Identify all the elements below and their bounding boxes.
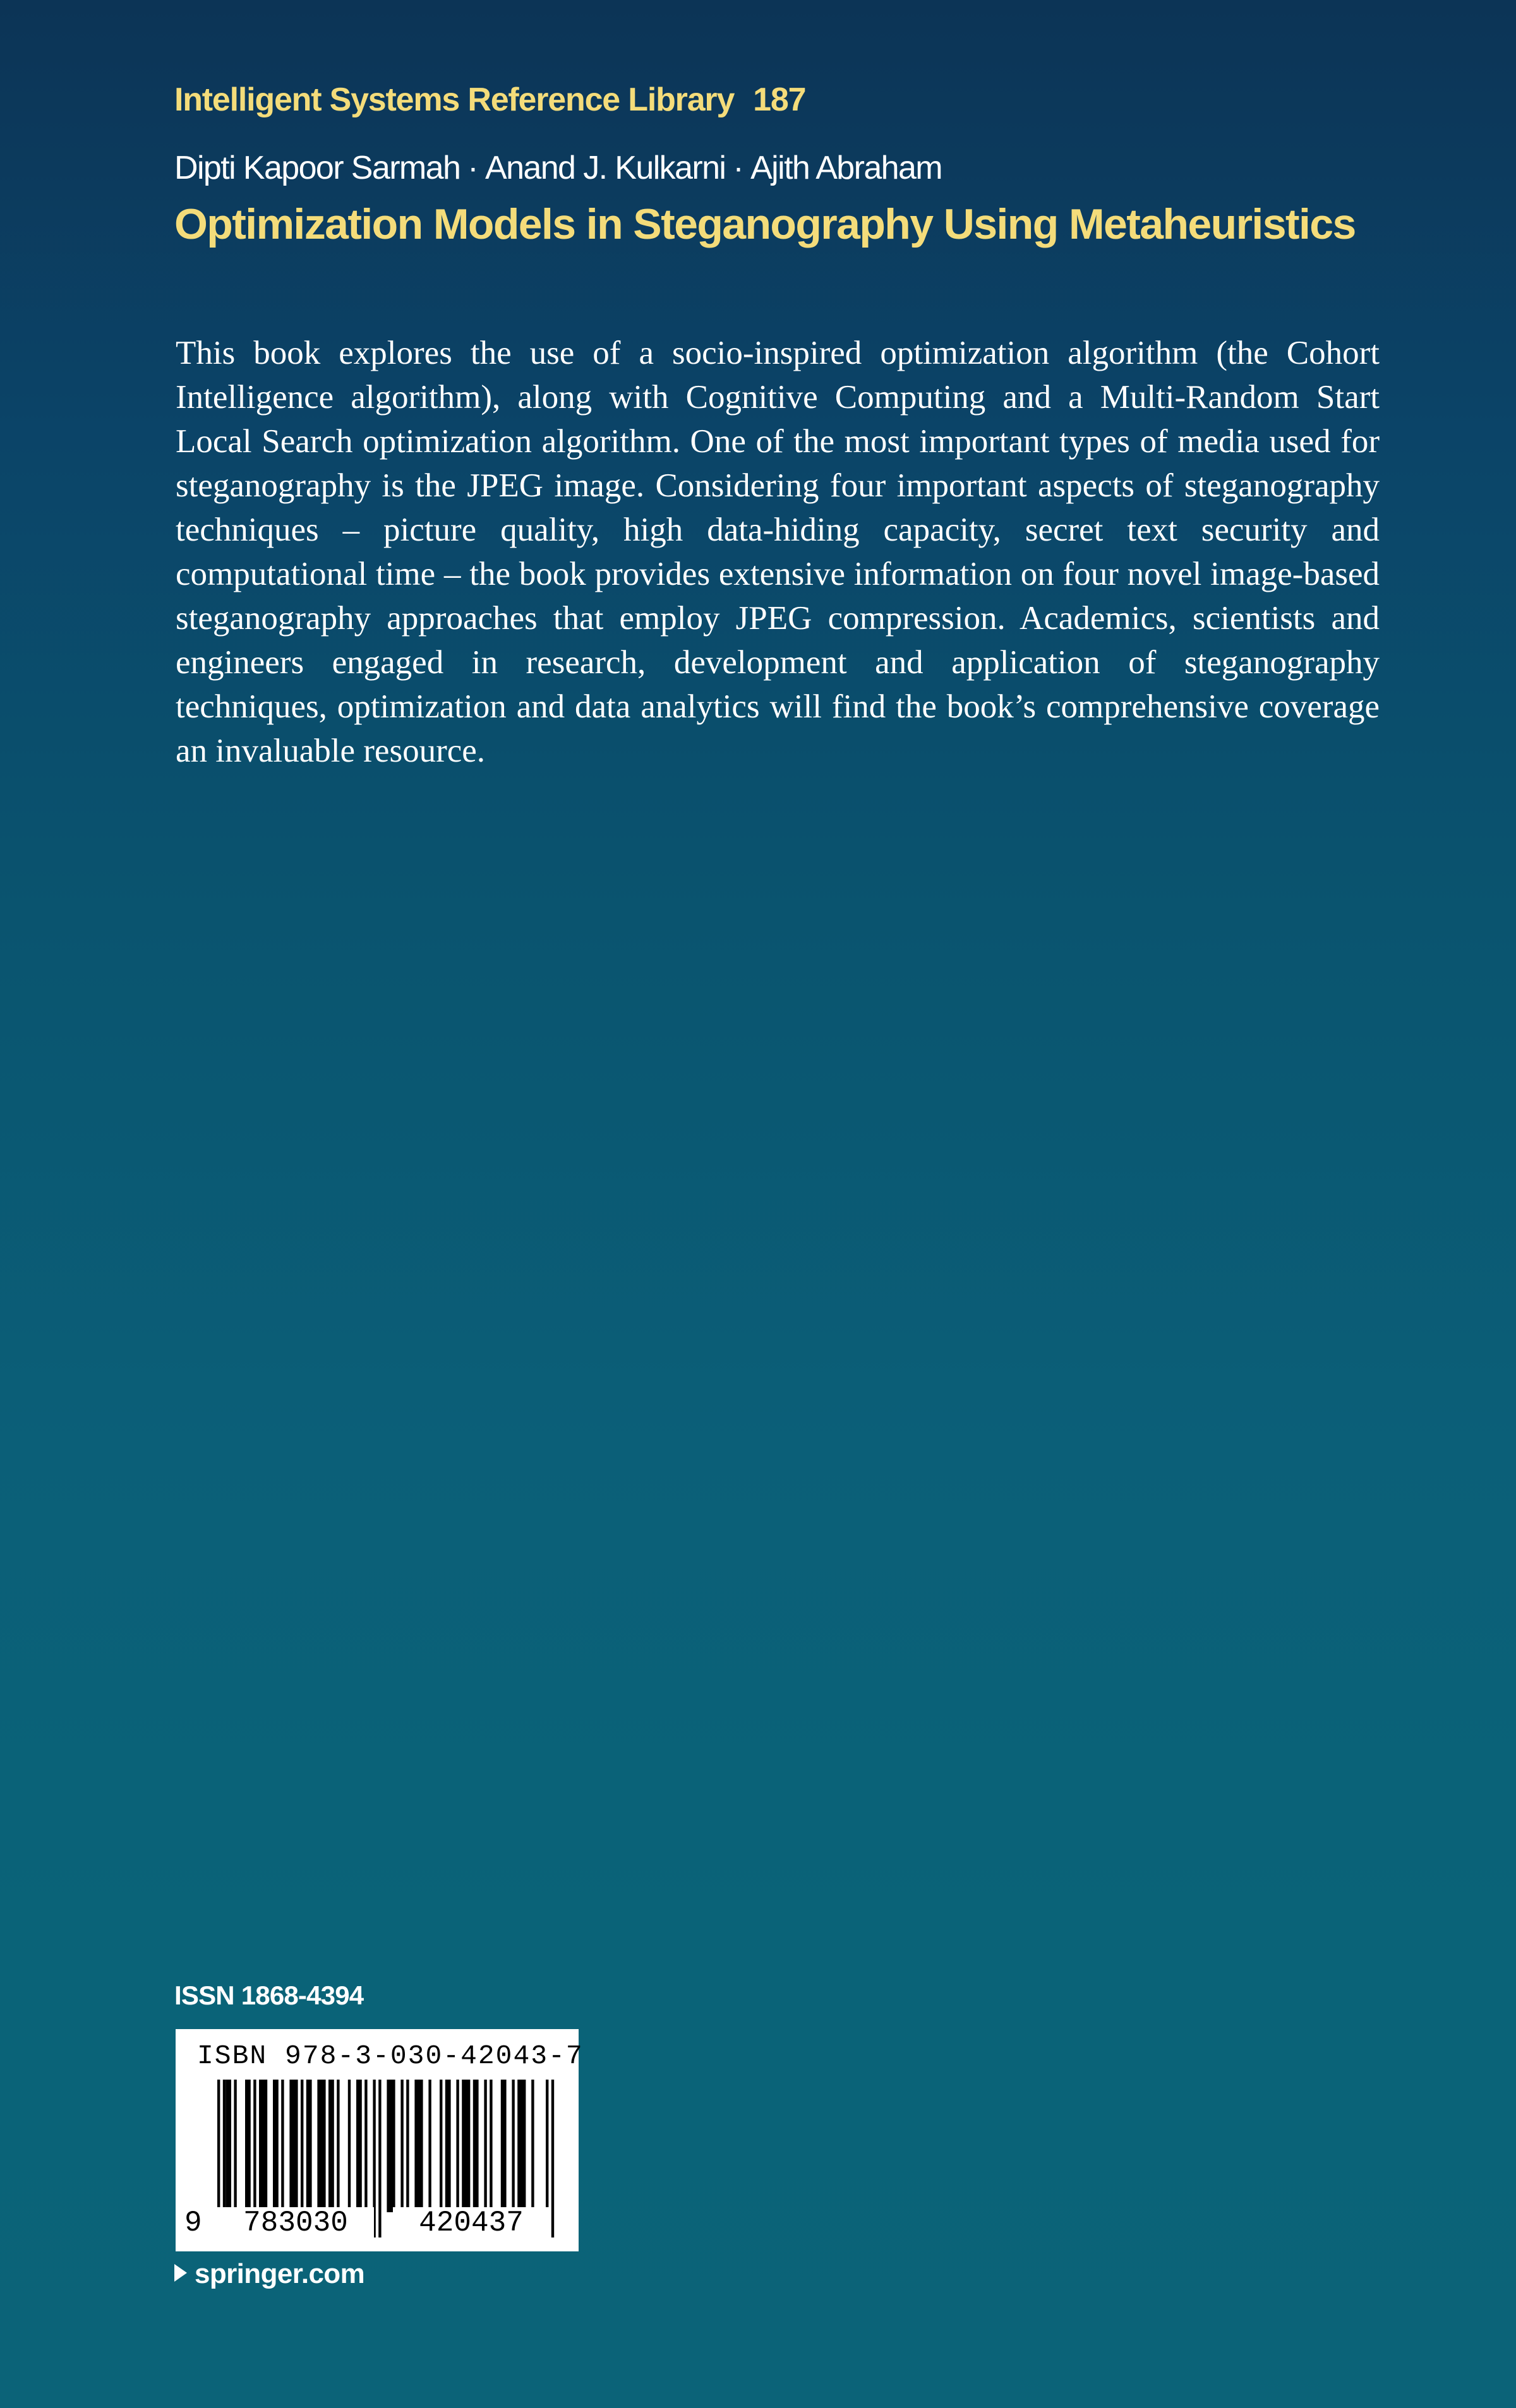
publisher-link[interactable] <box>174 2258 364 2290</box>
authors-line <box>174 149 942 187</box>
barcode-bar <box>378 2080 381 2237</box>
barcode-bar <box>364 2080 367 2212</box>
barcode-bar <box>445 2080 451 2212</box>
barcode-bar <box>328 2080 334 2212</box>
barcode-lead-digit: 9 <box>184 2207 202 2239</box>
barcode-bar <box>406 2080 409 2212</box>
barcode-bar <box>531 2080 534 2212</box>
barcode-bar <box>306 2080 312 2212</box>
barcode-bar <box>484 2080 486 2212</box>
barcode-bar <box>512 2080 514 2212</box>
barcode-bar <box>456 2080 459 2212</box>
barcode-bar <box>501 2080 507 2212</box>
barcode-bar <box>490 2080 492 2212</box>
barcode-bar <box>356 2080 362 2212</box>
barcode-bar <box>348 2080 351 2212</box>
isbn-barcode <box>176 2029 584 2251</box>
isbn-label: ISBN 978-3-030-42043-7 <box>197 2040 584 2071</box>
barcode-bar <box>337 2080 339 2212</box>
barcode-bar <box>281 2080 284 2212</box>
barcode-bar <box>414 2080 423 2212</box>
series-line <box>174 81 805 119</box>
barcode-bar <box>259 2080 267 2212</box>
author-3: Ajith Abraham <box>750 150 942 186</box>
barcode-bar <box>317 2080 325 2212</box>
barcode-digits-right: 420437 <box>393 2207 550 2239</box>
book-title: Optimization Models in Steganography Using Metaheuristics <box>174 200 1356 248</box>
arrow-right-icon <box>174 2264 187 2282</box>
barcode-bar <box>226 2080 231 2212</box>
barcode-bar <box>387 2080 395 2212</box>
author-separator: · <box>467 150 478 186</box>
series-number: 187 <box>753 81 806 118</box>
barcode-bar <box>289 2080 298 2212</box>
barcode-digits-left: 783030 <box>217 2207 374 2239</box>
issn-number: ISSN 1868-4394 <box>174 1980 364 2010</box>
barcode-bar <box>551 2080 554 2237</box>
barcode-bar <box>473 2080 479 2212</box>
barcode-bar <box>400 2080 403 2212</box>
barcode-bar <box>462 2080 470 2212</box>
barcode-bar <box>234 2080 236 2212</box>
author-2: Anand J. Kulkarni <box>485 150 726 186</box>
barcode-bar <box>517 2080 526 2212</box>
series-name: Intelligent Systems Reference Library <box>174 81 735 118</box>
barcode-bar <box>428 2080 431 2212</box>
book-description: This book explores the use of a socio-inspired optimization algorithm (the Cohort Intelligence algorithm), along with Cognitive Computing and a Multi-Random Start Local Search optimization algorithm. One of the most important types of media used for steganography is the JPEG image. Considering four important aspects of steganography techniques – picture quality, high data-hiding capacity, secret text security and computational time – the book provides extensive information on four novel image-based steganography approaches that employ JPEG compression. Academics, scientists and engineers engaged in research, development and application of steganography techniques, optimization and data analytics will find the book’s comprehensive coverage an invaluable resource. <box>176 335 1380 769</box>
barcode-bar <box>245 2080 251 2212</box>
author-1: Dipti Kapoor Sarmah <box>174 150 460 186</box>
author-separator: · <box>733 150 743 186</box>
barcode-bar <box>253 2080 256 2212</box>
barcode-bar <box>301 2080 303 2212</box>
barcode-bar <box>440 2080 442 2212</box>
barcode-bar <box>273 2080 279 2212</box>
publisher-url: springer.com <box>195 2258 365 2289</box>
